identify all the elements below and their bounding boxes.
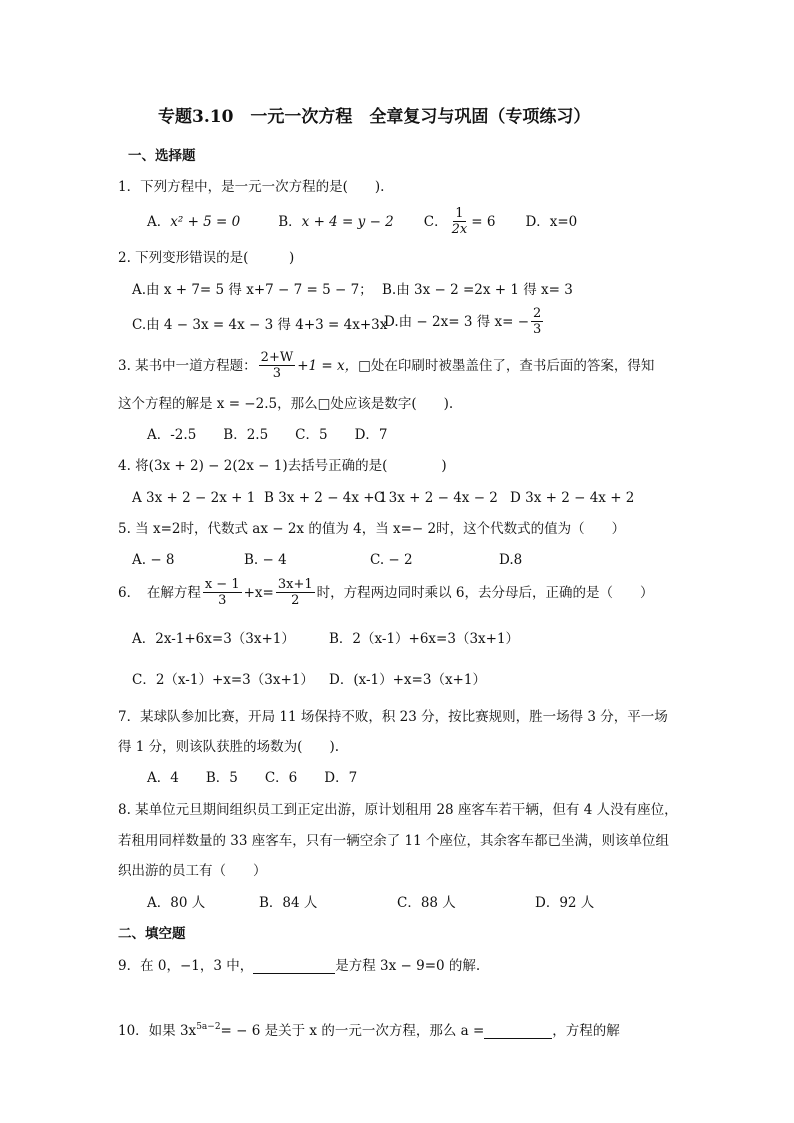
q3-fraction: [259, 350, 296, 381]
q8-option-b: B．84 人: [259, 895, 318, 911]
q1-option-b-label: B．: [278, 213, 302, 230]
q9-stem-suffix: 是方程 3x − 9=0 的解.: [335, 958, 481, 974]
q6-option-d: D．(x-1）+x=3（x+1）: [329, 672, 486, 688]
q3-denominator: 3: [272, 366, 282, 381]
q6-option-c: C．2（x-1）+x=3（3x+1）: [132, 672, 314, 688]
question-1-options: [147, 206, 577, 237]
section-heading-fill: 二、填空题: [118, 926, 186, 942]
question-5-stem: 5. 当 x=2时，代数式 ax − 2x 的值为 4，当 x=− 2时，这个代数式的值为（ ）: [118, 521, 626, 537]
question-3-options: A．-2.5 B．2.5 C．5 D．7: [147, 427, 388, 443]
question-8-line-2: 若租用同样数量的 33 座客车，只有一辆空余了 11 个座位，其余客车都已坐满，则该单位组: [118, 833, 670, 849]
q4-option-a: A 3x + 2 − 2x + 1: [132, 490, 256, 506]
q3-equation-tail: +1 = x，: [297, 357, 359, 374]
question-3-stem: [118, 350, 654, 381]
q3-stem-prefix: 3. 某书中一道方程题：: [118, 357, 257, 374]
q6-option-b: B．2（x-1）+6x=3（3x+1）: [329, 631, 520, 647]
q4-option-b: B 3x + 2 − 4x + 1: [264, 490, 388, 506]
q1-c-denominator: 2x: [451, 222, 468, 237]
q6-option-a: A．2x-1+6x=3（3x+1）: [132, 631, 295, 647]
q2-option-d: [384, 306, 545, 337]
q1-option-c-fraction: [450, 206, 470, 237]
q6-right-numerator: 3x+1: [277, 577, 313, 592]
q5-option-a: A. − 8: [132, 552, 175, 568]
q2-d-denominator: 3: [533, 322, 542, 337]
q2-option-a: A.由 x + 7= 5 得 x+7 − 7 = 5 − 7；: [132, 282, 373, 298]
q1-c-numerator: 1: [455, 206, 464, 221]
q10-stem-middle: = − 6 是关于 x 的一元一次方程，那么 a =: [220, 1023, 485, 1039]
q6-right-denominator: 2: [291, 593, 300, 608]
question-7-line-2: 得 1 分，则该队获胜的场数为( ).: [118, 739, 339, 755]
q2-option-c: C.由 4 − 3x = 4x − 3 得 4+3 = 4x+3x: [132, 317, 388, 333]
q10-answer-blank[interactable]: [484, 1024, 552, 1039]
q10-stem-prefix: 10．如果 3x: [118, 1023, 197, 1039]
q6-stem-prefix: 6． 在解方程: [118, 584, 201, 601]
q6-left-denominator: 3: [218, 593, 227, 608]
question-3-line-2: 这个方程的解是 x = −2.5，那么□处应该是数字( ).: [118, 396, 454, 412]
q1-option-c-tail: = 6: [471, 213, 496, 230]
question-2-stem: 2. 下列变形错误的是( ): [118, 250, 295, 266]
question-9: [118, 957, 480, 975]
q2-option-d-fraction: [531, 306, 543, 337]
q1-option-b-expr: x + 4 = y − 2: [301, 213, 394, 230]
question-4-stem: 4. 将(3x + 2) − 2(2x − 1)去括号正确的是( ): [118, 458, 447, 474]
q8-option-c: C．88 人: [397, 895, 456, 911]
q8-option-a: A．80 人: [147, 895, 206, 911]
question-1-stem: 1．下列方程中，是一元一次方程的是( ).: [118, 179, 385, 195]
question-7-options: A．4 B．5 C．6 D．7: [147, 770, 358, 786]
section-heading-choice: 一、选择题: [128, 148, 196, 164]
q6-fraction-left: [203, 577, 242, 608]
q10-stem-suffix: ，方程的解: [552, 1023, 620, 1039]
q1-option-a-expr: x² + 5 = 0: [170, 213, 241, 230]
q4-option-d: D 3x + 2 − 4x + 2: [510, 490, 635, 506]
q6-left-numerator: x − 1: [204, 577, 240, 592]
page-title: 专题3.10 一元一次方程 全章复习与巩固（专项练习）: [158, 107, 591, 127]
q1-option-a-label: A．: [147, 213, 171, 230]
q3-numerator: 2+W: [260, 350, 294, 365]
q5-option-c: C. − 2: [370, 552, 413, 568]
question-8-line-1: 8. 某单位元旦期间组织员工到正定出游，原计划租用 28 座客车若干辆，但有 4 人没有座位，: [118, 802, 678, 818]
q9-stem-prefix: 9．在 0，−1，3 中，: [118, 958, 254, 974]
q4-option-c: C 3x + 2 − 4x − 2: [374, 490, 498, 506]
question-7-line-1: 7．某球队参加比赛，开局 11 场保持不败，积 23 分，按比赛规则，胜一场得 3 分，平一场: [118, 709, 668, 725]
q6-equation-middle: +x=: [243, 584, 274, 601]
q8-option-d: D．92 人: [535, 895, 595, 911]
question-8-line-3: 织出游的员工有（ ）: [118, 863, 267, 879]
q9-answer-blank[interactable]: [253, 959, 335, 974]
question-10: [118, 1022, 620, 1040]
q6-fraction-right: [276, 577, 315, 608]
q6-stem-suffix: 时，方程两边同时乘以 6，去分母后，正确的是（ ）: [316, 584, 654, 601]
q3-stem-suffix: □处在印刷时被墨盖住了，查书后面的答案，得知: [358, 357, 655, 374]
q2-option-d-text: D.由 − 2x= 3 得 x= −: [384, 313, 530, 330]
q5-option-d: D.8: [499, 552, 523, 568]
q2-d-numerator: 2: [533, 306, 542, 321]
q1-option-c-label: C．: [423, 213, 448, 230]
q5-option-b: B. − 4: [244, 552, 287, 568]
q10-exponent: 5a−2: [196, 1022, 221, 1032]
question-6-stem: [118, 577, 654, 608]
q2-option-b: B.由 3x − 2 =2x + 1 得 x= 3: [382, 282, 573, 298]
q1-option-d: D．x=0: [525, 213, 578, 230]
